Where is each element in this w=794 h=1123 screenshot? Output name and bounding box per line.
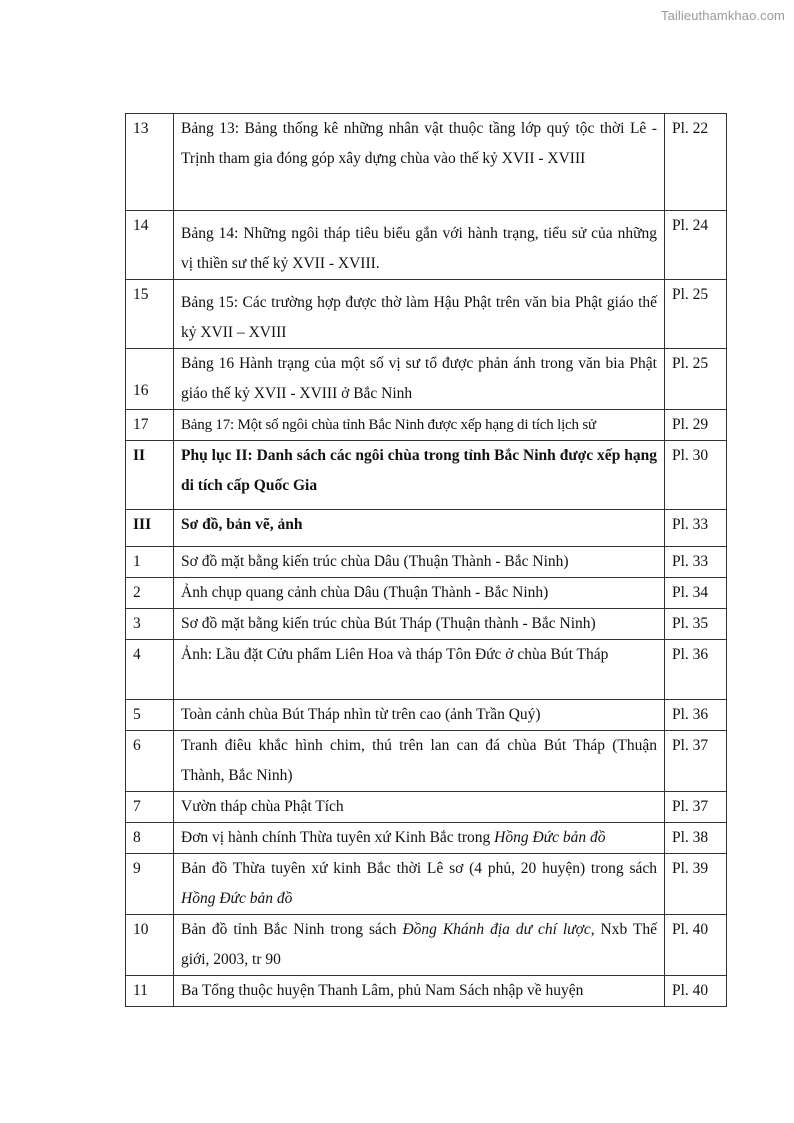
row-number: 13 [126, 114, 174, 211]
row-page: Pl. 22 [665, 114, 727, 211]
row-description: Vườn tháp chùa Phật Tích [174, 792, 665, 823]
row-description [174, 854, 665, 915]
table-row [126, 976, 727, 1007]
row-description: Bảng 13: Bảng thống kê những nhân vật thuộc tầng lớp quý tộc thời Lê - Trịnh tham gia đóng góp xây dựng chùa vào thế kỷ XVII - XVIII [174, 114, 665, 211]
table-row [126, 410, 727, 441]
row-page: Pl. 36 [665, 700, 727, 731]
section-number: III [126, 510, 174, 547]
row-page: Pl. 34 [665, 578, 727, 609]
row-page: Pl. 40 [665, 915, 727, 976]
section-title: Phụ lục II: Danh sách các ngôi chùa trong tỉnh Bắc Ninh được xếp hạng di tích cấp Quốc Gia [174, 441, 665, 510]
table-row [126, 211, 727, 280]
row-number: 10 [126, 915, 174, 976]
table-row [126, 609, 727, 640]
table-row [126, 280, 727, 349]
row-description: Ảnh: Lầu đặt Cửu phẩm Liên Hoa và tháp Tôn Đức ở chùa Bút Tháp [174, 640, 665, 700]
description-text: , Nxb Thế giới, 2003, tr 90 [181, 921, 657, 968]
row-description: Bảng 14: Những ngôi tháp tiêu biểu gắn với hành trạng, tiểu sử của những vị thiền sư thế kỷ XVII - XVIII. [174, 211, 665, 280]
row-description: Ảnh chụp quang cảnh chùa Dâu (Thuận Thành - Bắc Ninh) [174, 578, 665, 609]
row-page: Pl. 25 [665, 280, 727, 349]
section-number: II [126, 441, 174, 510]
row-page: Pl. 30 [665, 441, 727, 510]
row-page: Pl. 35 [665, 609, 727, 640]
row-number: 15 [126, 280, 174, 349]
row-page: Pl. 40 [665, 976, 727, 1007]
row-number: 6 [126, 731, 174, 792]
row-page: Pl. 39 [665, 854, 727, 915]
table-row [126, 854, 727, 915]
row-number: 5 [126, 700, 174, 731]
row-page: Pl. 33 [665, 547, 727, 578]
row-page: Pl. 33 [665, 510, 727, 547]
table-row [126, 915, 727, 976]
table-row [126, 731, 727, 792]
section-title: Sơ đồ, bản vẽ, ảnh [174, 510, 665, 547]
row-number: 8 [126, 823, 174, 854]
row-page: Pl. 38 [665, 823, 727, 854]
row-page: Pl. 29 [665, 410, 727, 441]
section-row [126, 441, 727, 510]
row-number: 3 [126, 609, 174, 640]
table-row [126, 640, 727, 700]
row-description [174, 823, 665, 854]
row-number: 9 [126, 854, 174, 915]
book-title: Hồng Đức bản đồ [181, 890, 293, 907]
table-row [126, 700, 727, 731]
row-page: Pl. 37 [665, 792, 727, 823]
row-page: Pl. 36 [665, 640, 727, 700]
description-text: Bản đồ Thừa tuyên xứ kinh Bắc thời Lê sơ (4 phủ, 20 huyện) trong sách [181, 860, 657, 877]
row-number: 4 [126, 640, 174, 700]
table-row [126, 349, 727, 410]
watermark: Tailieuthamkhao.com [660, 8, 785, 23]
row-number: 2 [126, 578, 174, 609]
table-row [126, 114, 727, 211]
row-number: 11 [126, 976, 174, 1007]
row-description: Sơ đồ mặt bằng kiến trúc chùa Bút Tháp (Thuận thành - Bắc Ninh) [174, 609, 665, 640]
row-description: Bảng 15: Các trường hợp được thờ làm Hậu Phật trên văn bia Phật giáo thế kỷ XVII – XVIII [174, 280, 665, 349]
row-page: Pl. 37 [665, 731, 727, 792]
row-description: Ba Tổng thuộc huyện Thanh Lâm, phủ Nam Sách nhập về huyện [174, 976, 665, 1007]
description-text: Bản đồ tỉnh Bắc Ninh trong sách [181, 921, 403, 938]
book-title: Hồng Đức bản đồ [494, 829, 606, 846]
row-number: 1 [126, 547, 174, 578]
table-row [126, 792, 727, 823]
row-page: Pl. 25 [665, 349, 727, 410]
row-number: 16 [126, 349, 174, 410]
row-description: Toàn cảnh chùa Bút Tháp nhìn từ trên cao (ảnh Trần Quý) [174, 700, 665, 731]
row-description: Tranh điêu khắc hình chim, thú trên lan can đá chùa Bút Tháp (Thuận Thành, Bắc Ninh) [174, 731, 665, 792]
row-number: 7 [126, 792, 174, 823]
row-description: Sơ đồ mặt bằng kiến trúc chùa Dâu (Thuận Thành - Bắc Ninh) [174, 547, 665, 578]
table-row [126, 547, 727, 578]
table-row [126, 578, 727, 609]
appendix-table [125, 113, 727, 1007]
description-text: Đơn vị hành chính Thừa tuyên xứ Kinh Bắc trong [181, 829, 495, 846]
row-description: Bảng 16 Hành trạng của một số vị sư tổ được phản ánh trong văn bia Phật giáo thế kỷ XVII - XVIII ở Bắc Ninh [174, 349, 665, 410]
row-description: Bảng 17: Một số ngôi chùa tỉnh Bắc Ninh được xếp hạng di tích lịch sử [174, 410, 665, 441]
row-number: 17 [126, 410, 174, 441]
row-description [174, 915, 665, 976]
row-number: 14 [126, 211, 174, 280]
section-row [126, 510, 727, 547]
book-title: Đồng Khánh địa dư chí lược [402, 921, 591, 938]
table-row [126, 823, 727, 854]
row-page: Pl. 24 [665, 211, 727, 280]
